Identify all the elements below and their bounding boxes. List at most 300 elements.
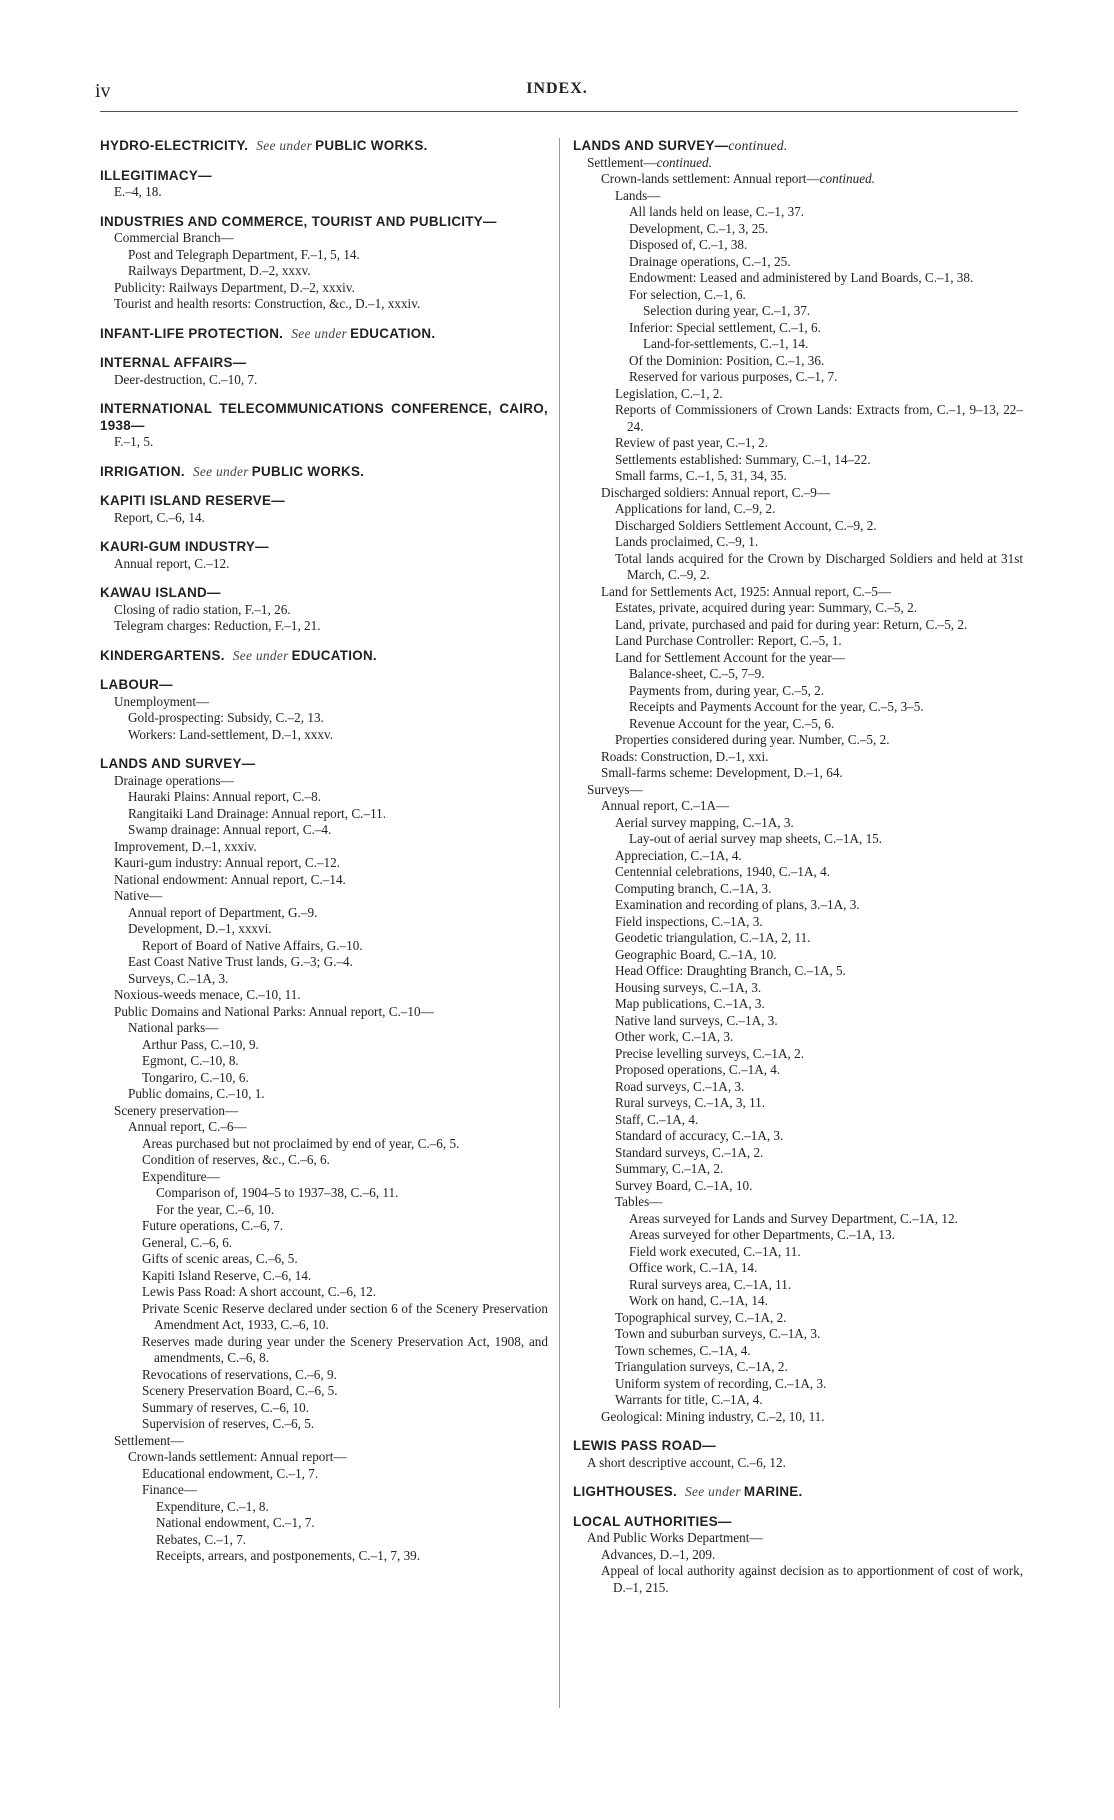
index-entry	[573, 584, 1023, 601]
index-entry	[573, 1194, 1023, 1211]
index-entry	[573, 468, 1023, 485]
index-entry	[573, 518, 1023, 535]
cross-reference-target: PUBLIC WORKS.	[251, 463, 365, 479]
index-entry	[573, 320, 1023, 337]
index-entry	[100, 694, 548, 711]
index-entry	[100, 1532, 548, 1549]
index-entry	[100, 1185, 548, 1202]
entry-text: General, C.–6, 6.	[142, 1234, 233, 1250]
index-entry	[573, 1293, 1023, 1310]
index-entry	[100, 773, 548, 790]
entry-text: Scenery Preservation Board, C.–6, 5.	[142, 1383, 338, 1398]
entry-text: Field work executed, C.–1A, 11.	[629, 1243, 801, 1259]
entry-text: Annual report of Department, G.–9.	[128, 904, 318, 920]
cross-reference-target: MARINE.	[743, 1484, 803, 1499]
entry-text: Settlement—	[114, 1432, 184, 1448]
heading-text: LANDS AND SURVEY—	[100, 756, 256, 771]
index-entry	[100, 1499, 548, 1516]
index-entry	[573, 617, 1023, 634]
heading-text: INFANT-LIFE PROTECTION.	[100, 325, 284, 341]
index-entry	[573, 1359, 1023, 1376]
index-heading	[573, 1514, 1023, 1531]
entry-text: Computing branch, C.–1A, 3.	[615, 880, 772, 896]
index-entry	[573, 1095, 1023, 1112]
index-entry	[100, 280, 548, 297]
entry-text: Field inspections, C.–1A, 3.	[615, 913, 763, 929]
entry-text: Condition of reserves, &c., C.–6, 6.	[142, 1152, 330, 1167]
heading-text: INTERNAL AFFAIRS—	[100, 355, 247, 370]
entry-text: Improvement, D.–1, xxxiv.	[114, 838, 257, 854]
index-entry	[573, 897, 1023, 914]
index-entry	[573, 1547, 1023, 1564]
entry-text: Reserved for various purposes, C.–1, 7.	[629, 369, 838, 384]
entry-text: Office work, C.–1A, 14.	[629, 1260, 758, 1275]
entry-text: Telegram charges: Reduction, F.–1, 21.	[114, 618, 321, 633]
index-entry	[573, 996, 1023, 1013]
index-entry	[100, 556, 548, 573]
entry-text: Discharged Soldiers Settlement Account, C.–9, 2.	[615, 517, 877, 533]
entry-text: Comparison of, 1904–5 to 1937–38, C.–6, 11.	[156, 1185, 399, 1200]
entry-text: Road surveys, C.–1A, 3.	[615, 1078, 745, 1094]
index-entry	[100, 710, 548, 727]
entry-text: Future operations, C.–6, 7.	[142, 1218, 284, 1233]
index-entry	[100, 822, 548, 839]
index-entry	[573, 1079, 1023, 1096]
entry-text: Supervision of reserves, C.–6, 5.	[142, 1416, 315, 1431]
index-entry	[573, 1128, 1023, 1145]
index-entry	[573, 633, 1023, 650]
see-under-label: See under	[192, 463, 249, 479]
entry-text: Annual report, C.–6—	[128, 1119, 247, 1134]
entry-text: Settlement—	[587, 154, 657, 170]
index-entry	[573, 683, 1023, 700]
index-heading	[100, 168, 548, 185]
entry-text: Warrants for title, C.–1A, 4.	[615, 1392, 763, 1407]
index-entry	[573, 699, 1023, 716]
entry-text: Total lands acquired for the Crown by Discharged Soldiers and held at 31st March, C.–9, 2.	[615, 550, 1023, 582]
index-heading	[100, 756, 548, 773]
heading-text: KAWAU ISLAND—	[100, 585, 221, 600]
index-entry	[573, 1343, 1023, 1360]
entry-text: Revocations of reservations, C.–6, 9.	[142, 1366, 337, 1382]
entry-text: Geodetic triangulation, C.–1A, 2, 11.	[615, 930, 811, 945]
entry-text: Publicity: Railways Department, D.–2, xxxiv.	[114, 279, 355, 295]
index-entry	[573, 600, 1023, 617]
index-heading	[100, 539, 548, 556]
index-entry	[100, 1284, 548, 1301]
index-entry	[573, 782, 1023, 799]
index-entry	[573, 1145, 1023, 1162]
index-entry	[573, 815, 1023, 832]
heading-text: LEWIS PASS ROAD—	[573, 1438, 716, 1453]
entry-text: Staff, C.–1A, 4.	[615, 1111, 699, 1127]
entry-text: Standard of accuracy, C.–1A, 3.	[615, 1128, 784, 1143]
entry-text: Tongariro, C.–10, 6.	[142, 1069, 249, 1085]
entry-text: Inferior: Special settlement, C.–1, 6.	[629, 319, 821, 335]
heading-text: KINDERGARTENS.	[100, 647, 225, 663]
index-entry	[100, 905, 548, 922]
index-entry	[573, 716, 1023, 733]
entry-text: Swamp drainage: Annual report, C.–4.	[128, 822, 332, 837]
index-entry	[100, 1268, 548, 1285]
index-column-right	[573, 138, 1023, 1596]
heading-text: INTERNATIONAL TELECOMMUNICATIONS CONFERENCE, CAIRO, 1938—	[100, 401, 548, 433]
index-entry	[573, 171, 1023, 188]
entry-text: Rural surveys area, C.–1A, 11.	[629, 1276, 792, 1292]
entry-text: Housing surveys, C.–1A, 3.	[615, 979, 762, 995]
index-entry	[573, 765, 1023, 782]
entry-text: Public domains, C.–10, 1.	[128, 1086, 265, 1101]
index-heading	[100, 355, 548, 372]
index-entry	[573, 270, 1023, 287]
index-entry	[573, 930, 1023, 947]
index-entry	[573, 287, 1023, 304]
entry-text: Development, C.–1, 3, 25.	[629, 220, 769, 236]
entry-text: Geological: Mining industry, C.–2, 10, 11.	[601, 1408, 825, 1424]
entry-text: All lands held on lease, C.–1, 37.	[629, 204, 805, 219]
index-entry	[100, 1086, 548, 1103]
index-entry	[100, 1251, 548, 1268]
entry-text: Arthur Pass, C.–10, 9.	[142, 1036, 259, 1052]
entry-text: Development, D.–1, xxxvi.	[128, 921, 272, 936]
index-entry	[100, 1020, 548, 1037]
entry-text: Proposed operations, C.–1A, 4.	[615, 1062, 781, 1077]
entry-text: Report, C.–6, 14.	[114, 509, 205, 525]
index-entry	[100, 888, 548, 905]
index-heading	[100, 677, 548, 694]
index-entry	[573, 1112, 1023, 1129]
index-entry	[573, 1376, 1023, 1393]
entry-text: Land for Settlements Act, 1925: Annual report, C.–5—	[601, 583, 892, 599]
index-entry	[573, 1277, 1023, 1294]
entry-text: Review of past year, C.–1, 2.	[615, 435, 768, 450]
index-entry	[573, 947, 1023, 964]
entry-text: Legislation, C.–1, 2.	[615, 385, 723, 401]
entry-text: Settlements established: Summary, C.–1, 14–22.	[615, 451, 871, 467]
entry-text: East Coast Native Trust lands, G.–3; G.–4.	[128, 954, 353, 969]
entry-text: Tables—	[615, 1194, 663, 1209]
index-heading	[100, 401, 548, 434]
index-entry	[100, 1169, 548, 1186]
index-entry	[573, 155, 1023, 172]
index-entry	[100, 296, 548, 313]
heading-text: KAURI-GUM INDUSTRY—	[100, 539, 269, 554]
index-entry	[573, 501, 1023, 518]
entry-text: Centennial celebrations, 1940, C.–1A, 4.	[615, 864, 830, 879]
index-entry	[573, 188, 1023, 205]
heading-text: KAPITI ISLAND RESERVE—	[100, 493, 285, 508]
entry-text: A short descriptive account, C.–6, 12.	[587, 1454, 786, 1470]
entry-text: Commercial Branch—	[114, 230, 234, 245]
index-entry	[573, 353, 1023, 370]
entry-text: Endowment: Leased and administered by Land Boards, C.–1, 38.	[629, 270, 974, 285]
entry-text: Other work, C.–1A, 3.	[615, 1029, 734, 1044]
index-entry	[100, 1202, 548, 1219]
entry-text: Report of Board of Native Affairs, G.–10.	[142, 937, 363, 953]
entry-text: Precise levelling surveys, C.–1A, 2.	[615, 1045, 804, 1061]
entry-text: Advances, D.–1, 209.	[601, 1546, 716, 1562]
index-entry	[573, 452, 1023, 469]
index-entry	[573, 1409, 1023, 1426]
index-heading	[100, 138, 548, 155]
index-entry	[573, 980, 1023, 997]
index-entry	[100, 1119, 548, 1136]
index-heading	[100, 585, 548, 602]
index-entry	[573, 798, 1023, 815]
see-under-label: See under	[685, 1484, 741, 1499]
entry-text: Receipts, arrears, and postponements, C.–1, 7, 39.	[156, 1548, 421, 1563]
index-entry	[573, 551, 1023, 584]
index-entry	[100, 1383, 548, 1400]
index-entry	[100, 1218, 548, 1235]
entry-text: Gifts of scenic areas, C.–6, 5.	[142, 1251, 298, 1266]
heading-text: LABOUR—	[100, 677, 173, 692]
index-entry	[573, 914, 1023, 931]
index-entry	[573, 666, 1023, 683]
entry-text: Educational endowment, C.–1, 7.	[142, 1465, 319, 1481]
column-divider	[559, 138, 560, 1708]
index-entry	[100, 1400, 548, 1417]
index-entry	[573, 204, 1023, 221]
index-entry	[100, 1004, 548, 1021]
index-entry	[573, 848, 1023, 865]
index-entry	[573, 1161, 1023, 1178]
index-entry	[573, 1062, 1023, 1079]
entry-text: Small farms, C.–1, 5, 31, 34, 35.	[615, 468, 787, 483]
entry-text: Estates, private, acquired during year: Summary, C.–5, 2.	[615, 600, 918, 615]
entry-text: Geographic Board, C.–1A, 10.	[615, 946, 777, 962]
entry-text: Small-farms scheme: Development, D.–1, 64.	[601, 765, 843, 780]
entry-text: Land, private, purchased and paid for during year: Return, C.–5, 2.	[615, 616, 968, 632]
entry-text: Expenditure, C.–1, 8.	[156, 1498, 269, 1514]
index-entry	[100, 1037, 548, 1054]
entry-text: Map publications, C.–1A, 3.	[615, 996, 765, 1011]
index-heading	[100, 214, 548, 231]
entry-text: Expenditure—	[142, 1168, 220, 1184]
entry-text: Lands proclaimed, C.–9, 1.	[615, 534, 759, 549]
entry-text: Drainage operations, C.–1, 25.	[629, 253, 791, 269]
index-entry	[100, 855, 548, 872]
entry-text: Post and Telegraph Department, F.–1, 5, 14.	[128, 246, 360, 262]
cross-reference-target: EDUCATION.	[291, 647, 377, 663]
page-number: iv	[95, 80, 111, 102]
entry-text: Survey Board, C.–1A, 10.	[615, 1177, 753, 1193]
see-under-label: See under	[256, 138, 313, 153]
entry-text: Properties considered during year. Number, C.–5, 2.	[615, 732, 890, 747]
index-entry	[100, 1433, 548, 1450]
continued-label: continued.	[728, 138, 788, 153]
entry-text: Native—	[114, 888, 163, 903]
heading-text: LIGHTHOUSES.	[573, 1484, 678, 1499]
index-entry	[573, 485, 1023, 502]
heading-text: INDUSTRIES AND COMMERCE, TOURIST AND PUBLICITY—	[100, 213, 497, 229]
index-entry	[100, 1548, 548, 1565]
entry-text: Revenue Account for the year, C.–5, 6.	[629, 715, 835, 731]
entry-text: Lands—	[615, 187, 661, 203]
cross-reference-target: EDUCATION.	[350, 325, 436, 341]
index-entry	[573, 1392, 1023, 1409]
index-entry	[100, 1449, 548, 1466]
index-entry	[100, 1367, 548, 1384]
heading-text: HYDRO-ELECTRICITY.	[100, 138, 249, 153]
index-entry	[100, 1103, 548, 1120]
entry-text: Aerial survey mapping, C.–1A, 3.	[615, 814, 794, 830]
index-entry	[100, 806, 548, 823]
entry-text: Surveys—	[587, 781, 643, 797]
entry-text: Kapiti Island Reserve, C.–6, 14.	[142, 1267, 312, 1283]
index-entry	[573, 1029, 1023, 1046]
index-entry	[573, 881, 1023, 898]
cross-reference-target: PUBLIC WORKS.	[315, 138, 428, 153]
entry-text: Town and suburban surveys, C.–1A, 3.	[615, 1326, 821, 1341]
index-entry	[100, 727, 548, 744]
index-entry	[573, 1227, 1023, 1244]
entry-text: Rural surveys, C.–1A, 3, 11.	[615, 1095, 766, 1110]
index-entry	[573, 336, 1023, 353]
entry-text: Applications for land, C.–9, 2.	[615, 501, 776, 516]
entry-text: Land-for-settlements, C.–1, 14.	[643, 336, 809, 351]
index-entry	[100, 372, 548, 389]
entry-text: Disposed of, C.–1, 38.	[629, 237, 748, 252]
entry-text: Roads: Construction, D.–1, xxi.	[601, 748, 769, 764]
entry-text: Tourist and health resorts: Construction, &c., D.–1, xxxiv.	[114, 296, 421, 311]
index-entry	[573, 1260, 1023, 1277]
heading-text: LANDS AND SURVEY—	[573, 138, 729, 153]
index-entry	[573, 1244, 1023, 1261]
entry-text: Appreciation, C.–1A, 4.	[615, 847, 742, 863]
header-rule	[100, 111, 1018, 112]
entry-text: Hauraki Plains: Annual report, C.–8.	[128, 789, 322, 804]
entry-text: Balance-sheet, C.–5, 7–9.	[629, 666, 765, 681]
entry-text: Areas surveyed for Lands and Survey Department, C.–1A, 12.	[629, 1210, 958, 1226]
index-entry	[573, 1211, 1023, 1228]
index-entry	[100, 954, 548, 971]
entry-text: Examination and recording of plans, 3.–1A, 3.	[615, 897, 860, 912]
entry-text: Noxious-weeds menace, C.–10, 11.	[114, 987, 301, 1002]
entry-text: Drainage operations—	[114, 772, 234, 788]
entry-text: Lewis Pass Road: A short account, C.–6, 12.	[142, 1284, 377, 1299]
index-entry	[100, 230, 548, 247]
index-entry	[100, 1053, 548, 1070]
heading-text: LOCAL AUTHORITIES—	[573, 1513, 732, 1529]
index-entry	[573, 1178, 1023, 1195]
entry-text: Annual report, C.–1A—	[601, 798, 730, 813]
index-entry	[100, 789, 548, 806]
index-entry	[573, 831, 1023, 848]
index-entry	[573, 369, 1023, 386]
index-entry	[100, 1416, 548, 1433]
entry-text: National endowment, C.–1, 7.	[156, 1515, 315, 1530]
index-heading	[573, 138, 1023, 155]
entry-text: Of the Dominion: Position, C.–1, 36.	[629, 352, 825, 368]
entry-text: Lay-out of aerial survey map sheets, C.–1A, 15.	[629, 831, 883, 846]
index-entry	[573, 650, 1023, 667]
index-entry	[100, 1482, 548, 1499]
index-entry	[100, 1515, 548, 1532]
entry-text: Payments from, during year, C.–5, 2.	[629, 682, 825, 698]
index-entry	[573, 1046, 1023, 1063]
entry-text: Railways Department, D.–2, xxxv.	[128, 263, 311, 278]
index-entry	[100, 987, 548, 1004]
entry-text: Triangulation surveys, C.–1A, 2.	[615, 1359, 788, 1374]
entry-text: Private Scenic Reserve declared under section 6 of the Scenery Preservation Amendment Act, 1933, C.–6, 10.	[142, 1300, 548, 1332]
entry-text: Reserves made during year under the Scenery Preservation Act, 1908, and amendments, C.–6, 8.	[142, 1333, 548, 1365]
entry-text: Workers: Land-settlement, D.–1, xxxv.	[128, 726, 334, 742]
entry-text: Scenery preservation—	[114, 1102, 239, 1118]
heading-text: ILLEGITIMACY—	[100, 167, 212, 183]
index-entry	[573, 864, 1023, 881]
index-entry	[100, 872, 548, 889]
entry-text: Egmont, C.–10, 8.	[142, 1053, 239, 1068]
entry-text: Work on hand, C.–1A, 14.	[629, 1293, 768, 1308]
entry-text: Crown-lands settlement: Annual report—	[128, 1449, 347, 1464]
index-entry	[573, 435, 1023, 452]
index-entry	[573, 221, 1023, 238]
entry-text: Rangitaiki Land Drainage: Annual report, C.–11.	[128, 805, 387, 821]
index-entry	[100, 602, 548, 619]
index-entry	[573, 534, 1023, 551]
index-entry	[573, 1310, 1023, 1327]
index-entry	[100, 1334, 548, 1367]
entry-text: And Public Works Department—	[587, 1530, 763, 1545]
entry-text: Summary, C.–1A, 2.	[615, 1161, 724, 1176]
index-entry	[100, 263, 548, 280]
index-entry	[100, 1152, 548, 1169]
entry-text: For selection, C.–1, 6.	[629, 286, 746, 302]
entry-text: Surveys, C.–1A, 3.	[128, 970, 229, 986]
entry-text: For the year, C.–6, 10.	[156, 1201, 275, 1217]
entry-text: Summary of reserves, C.–6, 10.	[142, 1399, 310, 1415]
entry-text: Rebates, C.–1, 7.	[156, 1531, 247, 1547]
index-entry	[100, 971, 548, 988]
entry-text: Crown-lands settlement: Annual report—	[601, 171, 820, 186]
index-heading	[100, 464, 548, 481]
entry-text: Head Office: Draughting Branch, C.–1A, 5.	[615, 963, 846, 978]
entry-text: Discharged soldiers: Annual report, C.–9—	[601, 484, 831, 500]
continued-label: continued.	[656, 154, 712, 170]
index-entry	[100, 839, 548, 856]
index-entry	[573, 303, 1023, 320]
entry-text: Native land surveys, C.–1A, 3.	[615, 1012, 778, 1028]
entry-text: National parks—	[128, 1020, 219, 1035]
index-entry	[573, 1530, 1023, 1547]
entry-text: E.–4, 18.	[114, 184, 162, 199]
index-entry	[573, 386, 1023, 403]
index-entry	[573, 1455, 1023, 1472]
index-entry	[573, 732, 1023, 749]
index-entry	[100, 247, 548, 264]
entry-text: Topographical survey, C.–1A, 2.	[615, 1309, 787, 1325]
continued-label: continued.	[819, 171, 875, 186]
index-entry	[100, 510, 548, 527]
entry-text: Kauri-gum industry: Annual report, C.–12.	[114, 855, 340, 870]
entry-text: Closing of radio station, F.–1, 26.	[114, 601, 291, 617]
index-entry	[100, 184, 548, 201]
index-heading	[100, 493, 548, 510]
entry-text: Public Domains and National Parks: Annual report, C.–10—	[114, 1003, 434, 1019]
index-entry	[100, 1136, 548, 1153]
entry-text: Areas purchased but not proclaimed by end of year, C.–6, 5.	[142, 1135, 460, 1151]
entry-text: Annual report, C.–12.	[114, 555, 230, 571]
entry-text: National endowment: Annual report, C.–14.	[114, 871, 346, 887]
index-entry	[100, 1301, 548, 1334]
index-entry	[573, 963, 1023, 980]
index-heading	[100, 326, 548, 343]
entry-text: Deer-destruction, C.–10, 7.	[114, 371, 258, 387]
entry-text: Areas surveyed for other Departments, C.–1A, 13.	[629, 1227, 895, 1242]
index-entry	[100, 921, 548, 938]
index-entry	[100, 1235, 548, 1252]
